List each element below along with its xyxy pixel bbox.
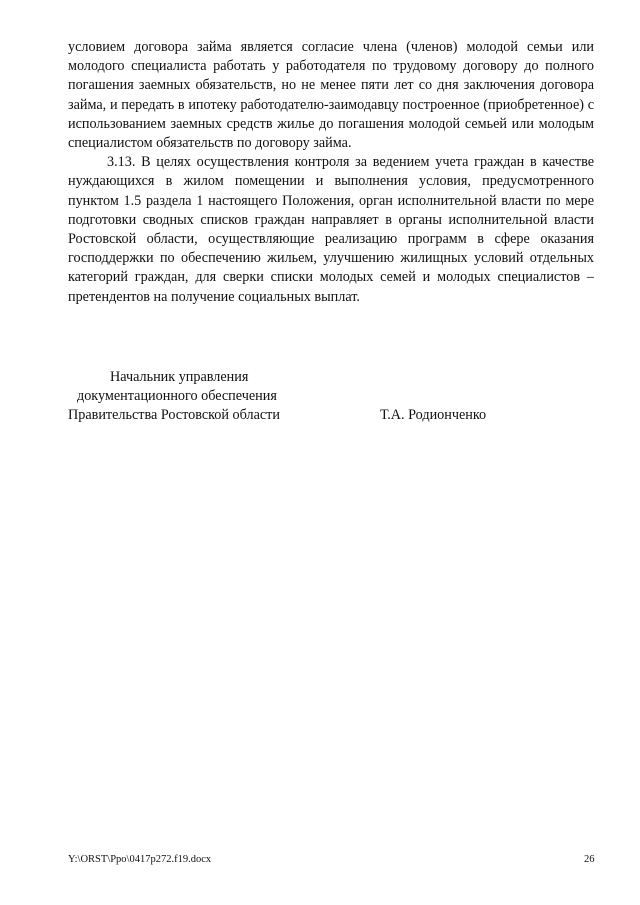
signature-title-line1: Начальник управления <box>110 369 249 385</box>
signature-name: Т.А. Родионченко <box>380 407 487 423</box>
paragraph-3-13: 3.13. В целях осуществления контроля за ведением учета граждан в качестве нуждающихся в жилом помещении и выполнения условия, предусмотренного пунктом 1.5 раздела 1 настоящего Положения, орган исполнительной власти по мере подготовки сводных списков граждан направляет в органы исполнительной власти Ростовской области, осуществляющие реализацию программ в сфере оказания господдержки по обеспечению жильем, улучшению жилищных условий отдельных категорий граждан, для сверки списки молодых семей и молодых специалистов – претендентов на получение социальных выплат. <box>68 154 594 305</box>
document-body <box>68 38 594 307</box>
footer-file-path: Y:\ORST\Ppo\0417p272.f19.docx <box>68 854 212 865</box>
page-number: 26 <box>584 854 595 865</box>
paragraph-continuation: условием договора займа является согласие члена (членов) молодой семьи или молодого специалиста работать у работодателя по трудовому договору до полного погашения заемных обязательств, но не менее пяти лет со дня заключения договора займа, и передать в ипотеку работодателю-заимодавцу построенное (приобретенное) с использованием заемных средств жилье до погашения молодой семьей или молодым специалистом обязательств по договору займа. <box>68 39 594 152</box>
signature-title-line3: Правительства Ростовской области <box>68 407 280 423</box>
signature-title-line2: документационного обеспечения <box>77 388 277 404</box>
